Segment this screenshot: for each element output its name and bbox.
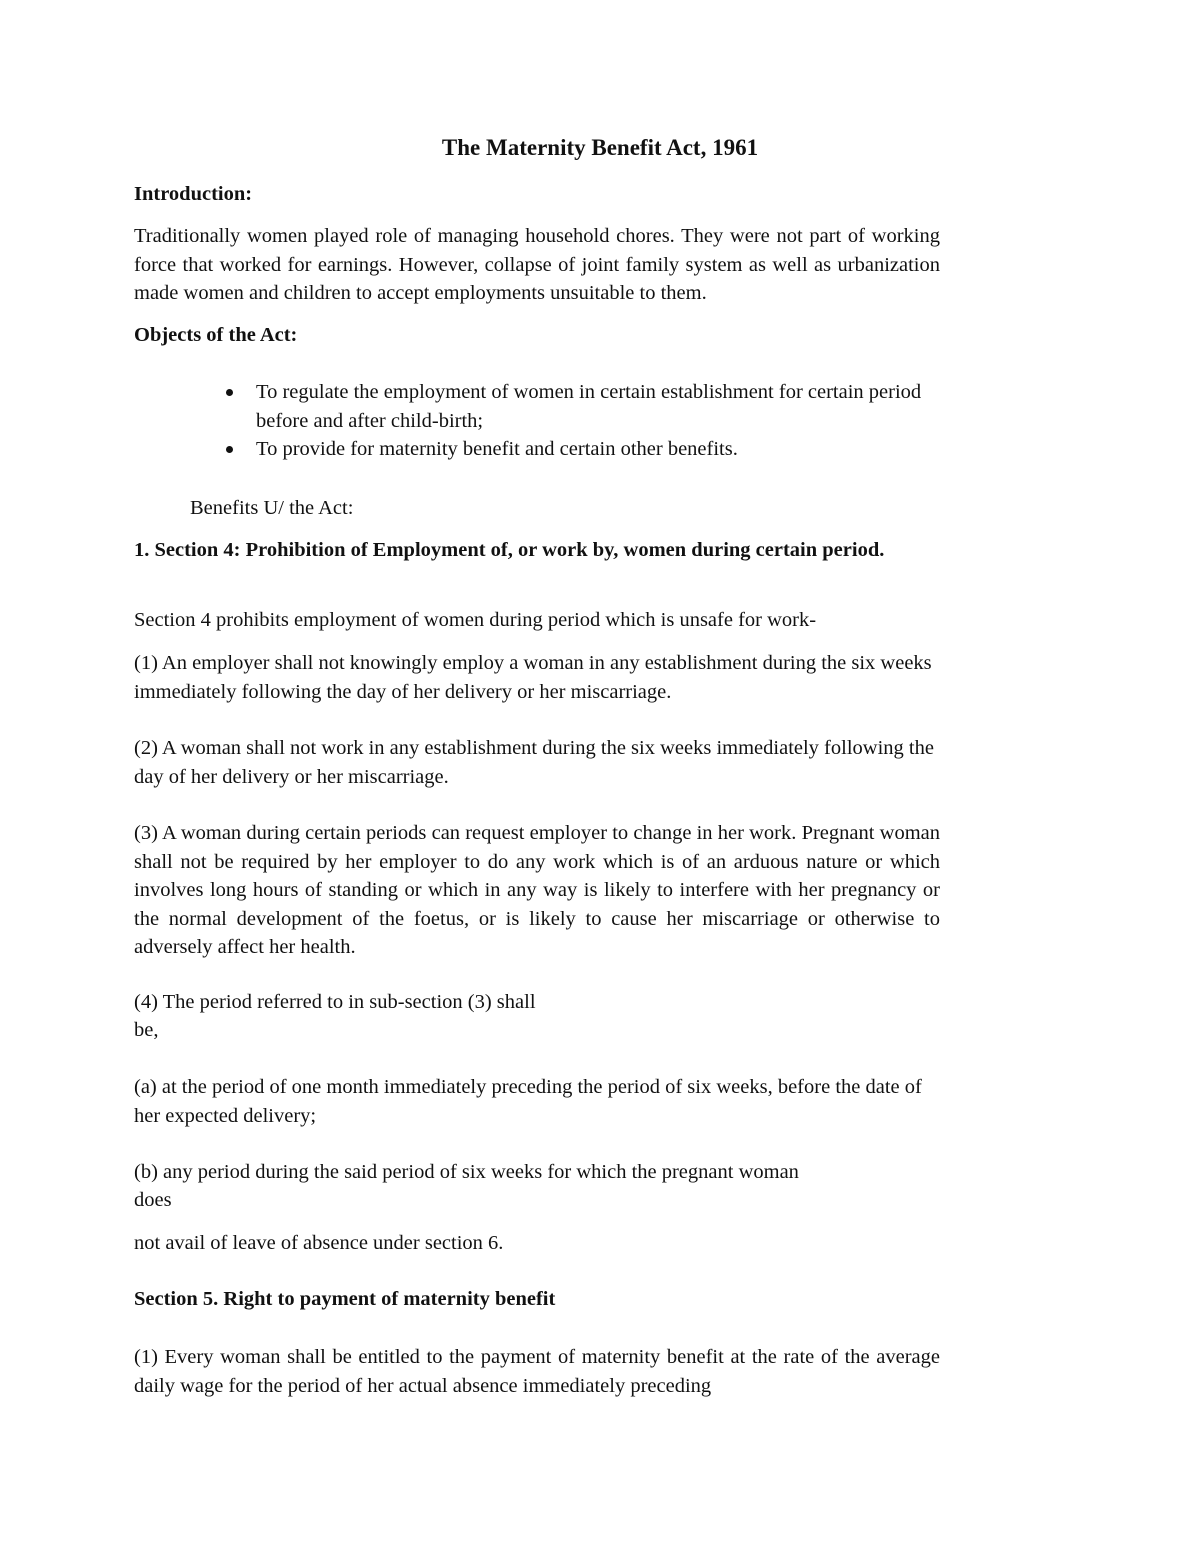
section4-subsection-3: (3) A woman during certain periods can request employer to change in her work. Pregnant woman shall not be required by her employer to do any work which is of an arduous nature or which involves long hours of standing or which in any way is likely to interfere with her pregnancy or the normal development of the foetus, or is likely to cause her miscarriage or otherwise to adversely affect her health. [134,822,940,958]
section4-subsection-4a: (a) at the period of one month immediately preceding the period of six weeks, before the date of her expected delivery; [134,1076,922,1127]
objects-list-item [256,378,940,435]
section4-subsection-4-continuation: be, [134,1019,159,1041]
introduction-heading: Introduction: [134,183,253,205]
section4-subsection-4b: (b) any period during the said period of six weeks for which the pregnant woman [134,1161,799,1183]
objects-heading: Objects of the Act: [134,324,298,346]
section5-heading: Section 5. Right to payment of maternity benefit [134,1288,556,1310]
section5-subsection-1: (1) Every woman shall be entitled to the payment of maternity benefit at the rate of the average daily wage for the period of her actual absence immediately preceding [134,1346,940,1397]
objects-item-text: To provide for maternity benefit and certain other benefits. [256,438,738,460]
section4-subsection-4: (4) The period referred to in sub-section (3) shall [134,991,536,1013]
objects-item-text: To regulate the employment of women in certain establishment for certain period before and after child-birth; [256,381,922,432]
section4-subsection-4b-end: not avail of leave of absence under section 6. [134,1232,504,1254]
bullet-icon [226,389,233,396]
benefits-label: Benefits U/ the Act: [190,497,354,519]
objects-list-item [256,435,940,464]
section4-subsection-4b-continuation: does [134,1189,172,1211]
document-title: The Maternity Benefit Act, 1961 [441,135,759,160]
section4-intro: Section 4 prohibits employment of women during period which is unsafe for work- [134,609,817,631]
section4-subsection-2: (2) A woman shall not work in any establishment during the six weeks immediately following the day of her delivery or her miscarriage. [134,737,934,788]
section4-heading: 1. Section 4: Prohibition of Employment of, or work by, women during certain period. [134,539,885,561]
objects-list [256,378,940,464]
introduction-paragraph: Traditionally women played role of managing household chores. They were not part of working force that worked for earnings. However, collapse of joint family system as well as urbanization made women and children to accept employments unsuitable to them. [134,225,940,304]
section4-subsection-1: (1) An employer shall not knowingly employ a woman in any establishment during the six weeks immediately following the day of her delivery or her miscarriage. [134,652,932,703]
bullet-icon [226,446,233,453]
